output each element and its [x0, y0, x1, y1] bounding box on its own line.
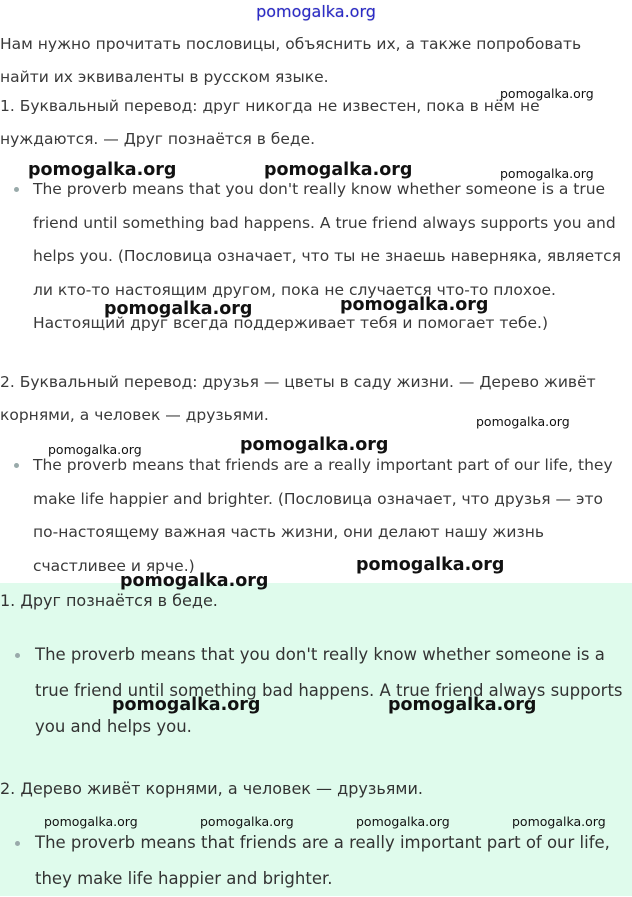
- watermark: pomogalka.org: [388, 695, 537, 715]
- watermark: pomogalka.org: [356, 814, 450, 829]
- item-2-bullet-text: The proverb means that friends are a really important part of our life, they make life happier and brighter. (Пословица означает, что друзья — это по-настоящему важная часть жизни, они делают нашу жизнь счастливее и ярче.): [33, 456, 613, 575]
- watermark: pomogalka.org: [340, 295, 489, 315]
- watermark: pomogalka.org: [500, 166, 594, 181]
- intro-paragraph: Нам нужно прочитать пословицы, объяснить их, а также попробовать найти их эквиваленты в русском языке.: [0, 35, 582, 86]
- watermark: pomogalka.org: [48, 442, 142, 457]
- item-2-heading: 2. Буквальный перевод: друзья — цветы в саду жизни. — Дерево живёт корнями, а человек — друзьями.: [0, 373, 596, 424]
- watermark: pomogalka.org: [264, 160, 413, 180]
- watermark: pomogalka.org: [28, 160, 177, 180]
- bullet-dot-icon: [14, 463, 19, 468]
- answer-1-bullet: [15, 637, 626, 745]
- item-1-heading: 1. Буквальный перевод: друг никогда не известен, пока в нём не нуждаются. — Друг познаётся в беде.: [0, 97, 540, 148]
- watermark: pomogalka.org: [104, 299, 253, 319]
- site-header-link[interactable]: pomogalka.org: [256, 2, 376, 21]
- answer-2-heading: 2. Дерево живёт корнями, а человек — друзьями.: [0, 779, 423, 798]
- watermark: pomogalka.org: [240, 435, 389, 455]
- bullet-dot-icon: [15, 841, 20, 846]
- answer-1-bullet-text: The proverb means that you don't really know whether someone is a true friend until something bad happens. A true friend always supports you and helps you.: [35, 645, 623, 736]
- watermark: pomogalka.org: [44, 814, 138, 829]
- answer-2-bullet: [15, 825, 626, 897]
- item-1-bullet-text: The proverb means that you don't really know whether someone is a true friend until something bad happens. A true friend always supports you and helps you. (Пословица означает, что ты не знаешь наверняка, является ли кто-то настоящим другом, пока не случается что-то плохое. Настоящий друг всегда поддерживает тебя и помогает тебе.): [33, 180, 622, 332]
- watermark: pomogalka.org: [476, 414, 570, 429]
- watermark: pomogalka.org: [512, 814, 606, 829]
- answer-block: [0, 583, 632, 896]
- watermark: pomogalka.org: [356, 555, 505, 575]
- answer-2-bullet-text: The proverb means that friends are a really important part of our life, they make life happier and brighter.: [35, 833, 610, 888]
- watermark: pomogalka.org: [112, 695, 261, 715]
- bullet-dot-icon: [14, 187, 19, 192]
- item-2-bullet: [12, 449, 622, 583]
- bullet-dot-icon: [15, 653, 20, 658]
- watermark: pomogalka.org: [120, 571, 269, 591]
- watermark: pomogalka.org: [200, 814, 294, 829]
- watermark: pomogalka.org: [500, 86, 594, 101]
- answer-1-heading: 1. Друг познаётся в беде.: [0, 591, 218, 610]
